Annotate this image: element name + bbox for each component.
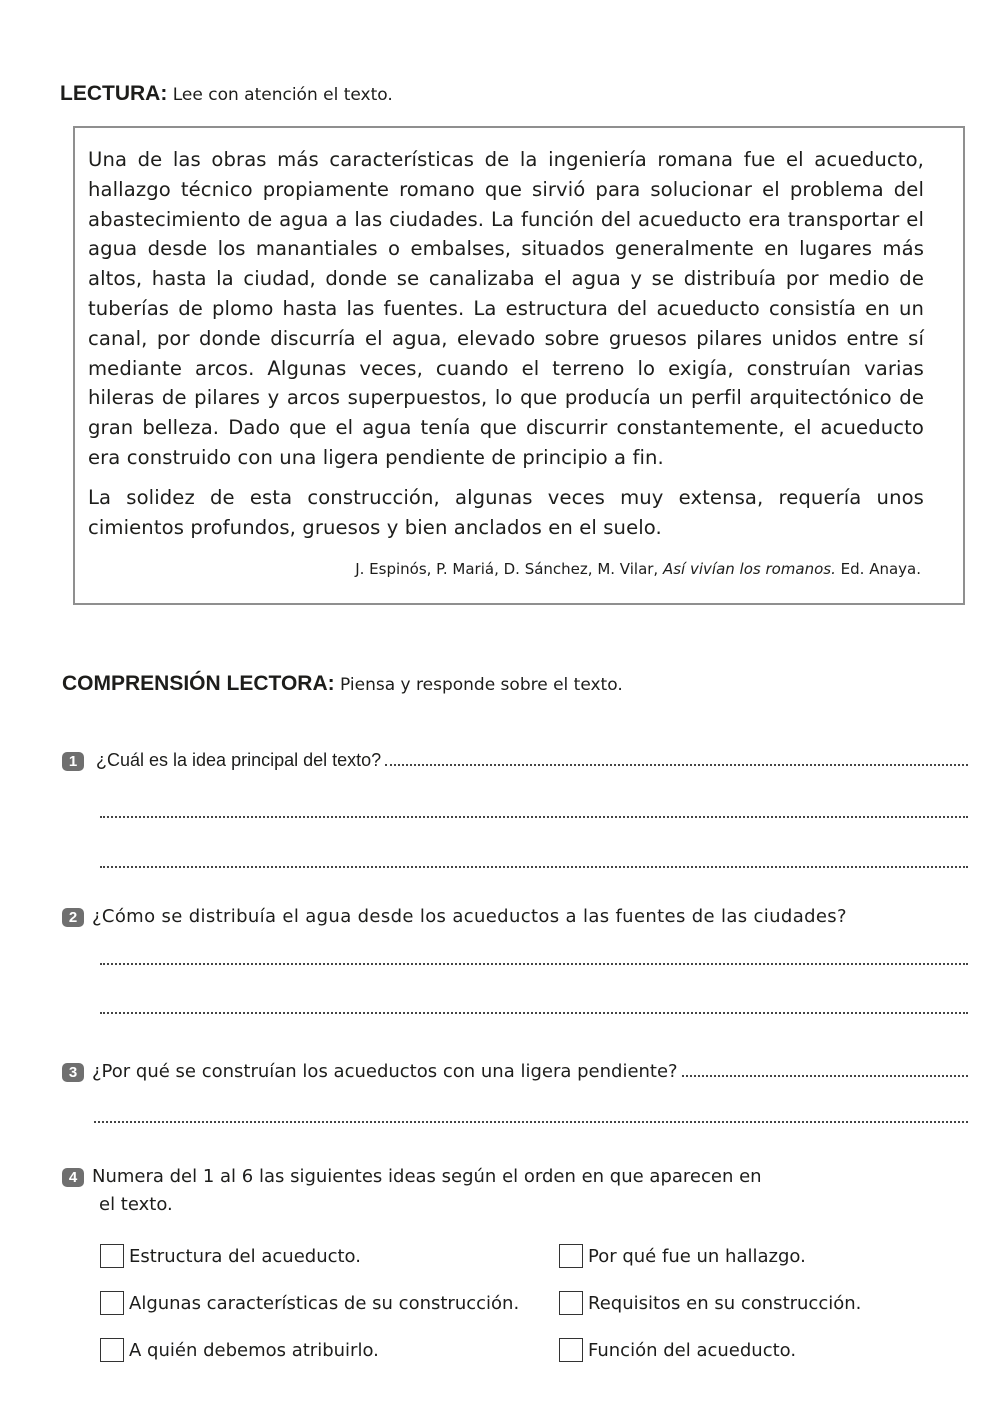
ordering-option-label: Función del acueducto. [588,1339,797,1361]
answer-line[interactable] [385,764,968,766]
source-publisher: Ed. Anaya. [835,560,921,578]
ordering-option-label: Por qué fue un hallazgo. [588,1245,806,1267]
reading-heading-instruction: Lee con atención el texto. [167,85,393,105]
ordering-checkbox[interactable] [559,1338,583,1362]
ordering-option-label: Estructura del acueducto. [129,1245,361,1267]
question-2 [62,906,968,927]
answer-line[interactable] [100,816,968,818]
comprehension-heading-label: COMPRENSIÓN LECTORA: [62,672,335,695]
ordering-option-label: Algunas características de su construcción. [129,1292,520,1314]
answer-line[interactable] [94,1121,968,1123]
reading-heading [60,81,393,106]
question-text-continued: el texto. [99,1194,173,1215]
comprehension-heading [62,671,623,696]
ordering-checkbox[interactable] [100,1244,124,1268]
reading-paragraph-1: Una de las obras más características de la ingeniería romana fue el acueducto, hallazgo técnico propiamente romano que sirvió para solucionar el problema del abastecimiento de agua a las ciudades. La función del acueducto era transportar el agua desde los manantiales o embalses, situados generalmente en lugares más altos, hasta la ciudad, donde se canalizaba el agua y se distribuía por medio de tuberías de plomo hasta las fuentes. La estructura del acueducto consistía en un canal, por donde discurría el agua, elevado sobre gruesos pilares unidos entre sí mediante arcos. Algunas veces, cuando el terreno lo exigía, construían varias hileras de pilares y arcos superpuestos, lo que producía un perfil arquitectónico de gran belleza. Dado que el agua tenía que discurrir constantemente, el acueducto era construido con una ligera pendiente de principio a fin. [88,148,924,469]
question-number-badge: 4 [62,1168,84,1187]
ordering-checkbox[interactable] [559,1291,583,1315]
ordering-option [559,1291,861,1315]
question-text: Numera del 1 al 6 las siguientes ideas según el orden en que aparecen en [92,1166,762,1187]
answer-line[interactable] [682,1075,968,1077]
reading-heading-label: LECTURA: [60,82,168,105]
question-text: ¿Por qué se construían los acueductos con una ligera pendiente? [92,1061,678,1082]
comprehension-heading-instruction: Piensa y responde sobre el texto. [334,675,623,695]
question-text: ¿Cómo se distribuía el agua desde los acueductos a las fuentes de las ciudades? [92,906,847,927]
reading-text-box [73,126,965,605]
ordering-option [100,1338,379,1362]
answer-line[interactable] [100,963,968,965]
question-4 [62,1166,762,1187]
question-number-badge: 2 [62,908,84,927]
ordering-option [100,1244,361,1268]
question-number-badge: 3 [62,1063,84,1082]
question-1 [62,750,968,771]
reading-paragraph-2: La solidez de esta construcción, algunas veces muy extensa, requería unos cimientos profundos, gruesos y bien anclados en el suelo. [88,486,924,539]
ordering-option [559,1244,806,1268]
ordering-option-label: A quién debemos atribuirlo. [129,1339,379,1361]
answer-line[interactable] [100,1012,968,1014]
question-number-badge: 1 [62,752,84,771]
answer-line[interactable] [100,866,968,868]
ordering-option [559,1338,796,1362]
ordering-checkbox[interactable] [100,1338,124,1362]
question-text: ¿Cuál es la idea principal del texto? [96,750,382,770]
question-3 [62,1061,968,1082]
ordering-checkbox[interactable] [100,1291,124,1315]
reading-source [355,560,921,578]
ordering-option-label: Requisitos en su construcción. [588,1292,862,1314]
ordering-option [100,1291,519,1315]
source-book-title: Así vivían los romanos. [662,560,836,578]
source-authors: J. Espinós, P. Mariá, D. Sánchez, M. Vilar, [355,560,663,578]
ordering-checkbox[interactable] [559,1244,583,1268]
